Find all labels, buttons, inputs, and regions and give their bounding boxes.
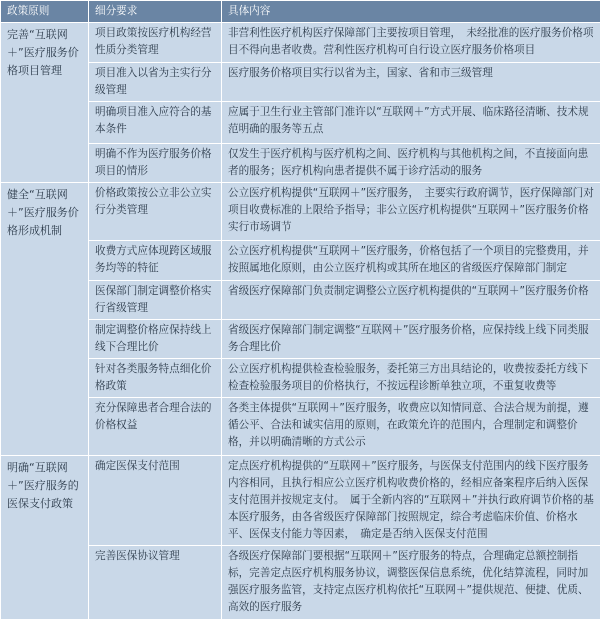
content-cell: 定点医疗机构提供的“互联网＋”医疗服务，与医保支付范围内的线下医疗服务内容相同，且执行相应公立医疗机构收费价格的，经相应备案程序后纳入医保支付范围并按规定支付。 属于全新内容的“互联网＋”并执行政府调节价格的基本医疗服务，由各省级医疗保障部门按照规定，综合考虑临床价值、价格水平、医保支付能力等因素， 确定是否纳入医保支付范围 <box>222 456 600 546</box>
content-cell: 省级医疗保障部门制定调整“互联网＋”医疗服务价格，应保持线上线下同类服务合理比价 <box>222 320 600 359</box>
content-cell: 各级医疗保障部门要根据“互联网＋”医疗服务的特点，合理确定总额控制指标，完善定点医疗机构服务协议，调整医保信息系统，优化结算流程，同时加强医疗服务监管，支持定点医疗机构依托“互联网＋”提供规范、便捷、优质、高效的医疗服务 <box>222 546 600 620</box>
content-cell: 非营利性医疗机构医疗保障部门主要按项目管理， 未经批准的医疗服务价格项目不得向患者收费。营利性医疗机构可自行设立医疗服务价格项目 <box>222 23 600 63</box>
requirement-cell: 项目政策按医疗机构经营性质分类管理 <box>89 23 222 63</box>
table-row <box>1 144 600 183</box>
table-row <box>1 359 600 398</box>
content-cell: 医疗服务价格项目实行以省为主，国家、省和市三级管理 <box>222 63 600 102</box>
requirement-cell: 明确项目准入应符合的基本条件 <box>89 102 222 144</box>
table-row <box>1 281 600 320</box>
requirement-cell: 针对各类服务特点细化价格政策 <box>89 359 222 398</box>
header-row <box>1 1 600 23</box>
table-row <box>1 102 600 144</box>
table-row <box>1 63 600 102</box>
requirement-cell: 确定医保支付范围 <box>89 456 222 546</box>
content-cell: 各类主体提供“互联网＋”医疗服务，收费应以知情同意、合法合规为前提，遵循公平、合法和诚实信用的原则，在政策允许的范围内，合理制定和调整价格，并以明确清晰的方式公示 <box>222 398 600 456</box>
table-row <box>1 23 600 63</box>
table-row <box>1 546 600 620</box>
requirement-cell: 制定调整价格应保持线上线下合理比价 <box>89 320 222 359</box>
policy-cell: 完善“互联网＋”医疗服务价格项目管理 <box>1 23 89 183</box>
table-row <box>1 320 600 359</box>
requirement-cell: 价格政策按公立非公立实行分类管理 <box>89 183 222 241</box>
table-row <box>1 456 600 546</box>
content-cell: 仅发生于医疗机构与医疗机构之间、医疗机构与其他机构之间，不直接面向患者的服务；医疗机构向患者提供不属于诊疗活动的服务 <box>222 144 600 183</box>
table-row <box>1 241 600 281</box>
content-cell: 应属于卫生行业主管部门准许以“互联网＋”方式开展、临床路径清晰、技术规范明确的服务等五点 <box>222 102 600 144</box>
content-cell: 公立医疗机构提供“互联网＋”医疗服务，价格包括了一个项目的完整费用，并按照属地化原则，由公立医疗机构或其所在地区的省级医疗保障部门制定 <box>222 241 600 281</box>
requirement-cell: 项目准入以省为主实行分级管理 <box>89 63 222 102</box>
header-requirement: 细分要求 <box>89 1 222 23</box>
table-row <box>1 183 600 241</box>
content-cell: 省级医疗保障部门负责制定调整公立医疗机构提供的“互联网＋”医疗服务价格 <box>222 281 600 320</box>
policy-cell: 明确“互联网＋”医疗服务的医保支付政策 <box>1 456 89 620</box>
requirement-cell: 医保部门制定调整价格实行省级管理 <box>89 281 222 320</box>
content-cell: 公立医疗机构提供检查检验服务，委托第三方出具结论的，收费按委托方线下检查检验服务项目的价格执行，不按远程诊断单独立项，不重复收费等 <box>222 359 600 398</box>
requirement-cell: 完善医保协议管理 <box>89 546 222 620</box>
requirement-cell: 收费方式应体现跨区域服务均等的特征 <box>89 241 222 281</box>
table-row <box>1 398 600 456</box>
requirement-cell: 明确不作为医疗服务价格项目的情形 <box>89 144 222 183</box>
policy-cell: 健全“互联网＋”医疗服务价格形成机制 <box>1 183 89 456</box>
header-policy: 政策原则 <box>1 1 89 23</box>
requirement-cell: 充分保障患者合理合法的价格权益 <box>89 398 222 456</box>
content-cell: 公立医疗机构提供“互联网＋”医疗服务， 主要实行政府调节，医疗保障部门对项目收费标准的上限给予指导；非公立医疗机构提供“互联网＋”医疗服务价格实行市场调节 <box>222 183 600 241</box>
header-content: 具体内容 <box>222 1 600 23</box>
